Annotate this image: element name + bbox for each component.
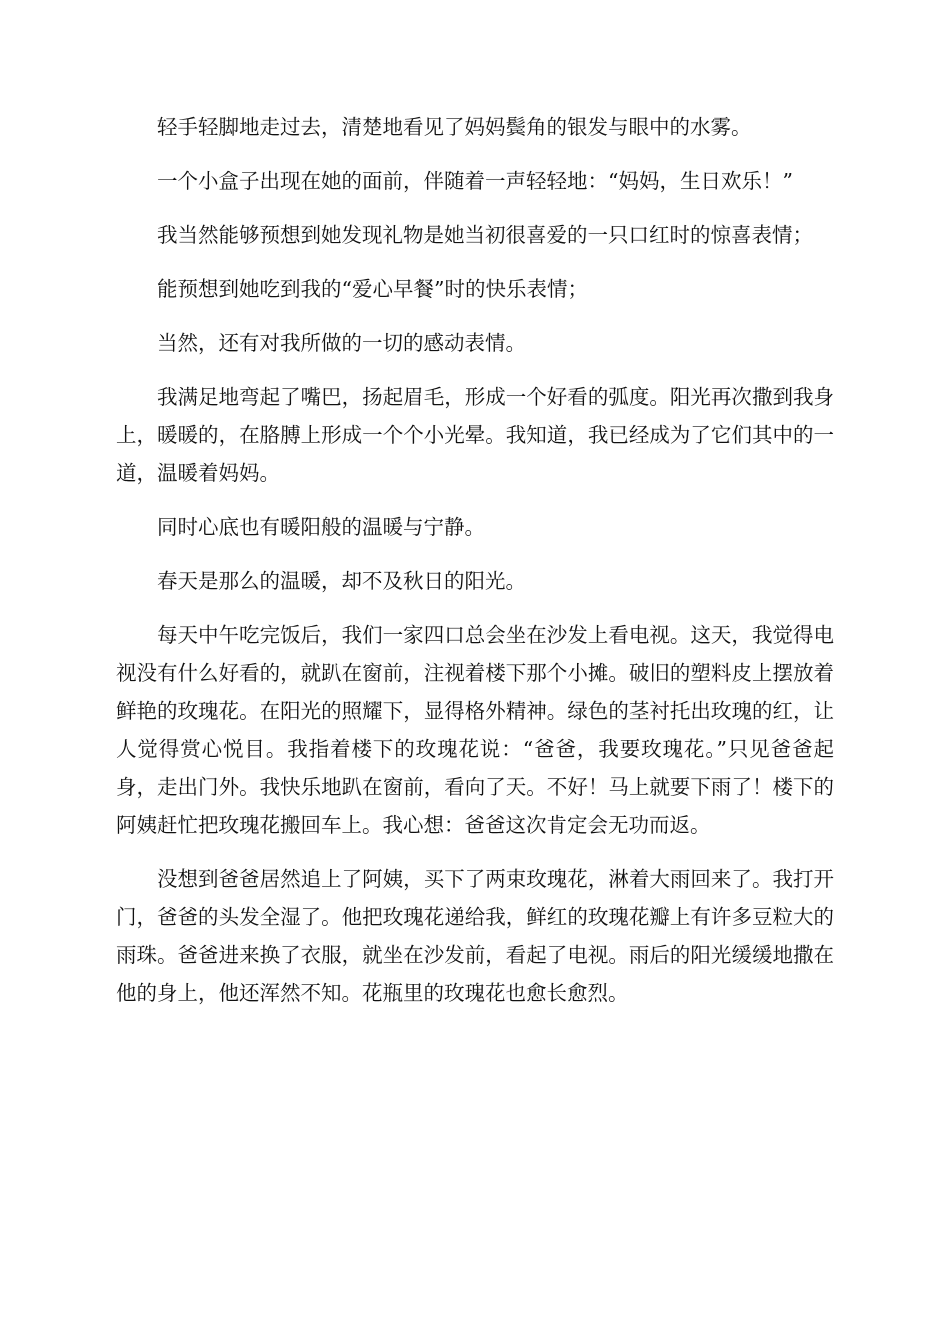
paragraph-8: 春天是那么的温暖，却不及秋日的阳光。 [157, 569, 526, 593]
document-page [116, 108, 834, 1028]
paragraph-4: 能预想到她吃到我的“爱心早餐”时的快乐表情； [157, 277, 588, 301]
paragraph-1: 轻手轻脚地走过去，清楚地看见了妈妈鬓角的银发与眼中的水雾。 [157, 115, 752, 139]
paragraph-7: 同时心底也有暖阳般的温暖与宁静。 [157, 515, 485, 539]
paragraph-6: 我满足地弯起了嘴巴，扬起眉毛，形成一个好看的弧度。阳光再次撒到我身上，暖暖的，在胳膊上形成一个个小光晕。我知道，我已经成为了它们其中的一道，温暖着妈妈。 [116, 385, 834, 485]
paragraph-3: 我当然能够预想到她发现礼物是她当初很喜爱的一只口红时的惊喜表情； [157, 223, 813, 247]
paragraph-9: 每天中午吃完饭后，我们一家四口总会坐在沙发上看电视。这天，我觉得电视没有什么好看的，就趴在窗前，注视着楼下那个小摊。破旧的塑料皮上摆放着鲜艳的玫瑰花。在阳光的照耀下，显得格外精神。绿色的茎衬托出玫瑰的红，让人觉得赏心悦目。我指着楼下的玫瑰花说：“爸爸，我要玫瑰花。”只见爸爸起身，走出门外。我快乐地趴在窗前，看向了天。不好！马上就要下雨了！楼下的阿姨赶忙把玫瑰花搬回车上。我心想：爸爸这次肯定会无功而返。 [116, 623, 834, 837]
paragraph-2: 一个小盒子出现在她的面前，伴随着一声轻轻地：“妈妈，生日欢乐！” [157, 169, 793, 193]
paragraph-10: 没想到爸爸居然追上了阿姨，买下了两束玫瑰花，淋着大雨回来了。我打开门，爸爸的头发全湿了。他把玫瑰花递给我，鲜红的玫瑰花瓣上有许多豆粒大的雨珠。爸爸进来换了衣服，就坐在沙发前，看起了电视。雨后的阳光缓缓地撒在他的身上，他还浑然不知。花瓶里的玫瑰花也愈长愈烈。 [116, 867, 834, 1005]
paragraph-5: 当然，还有对我所做的一切的感动表情。 [157, 331, 526, 355]
